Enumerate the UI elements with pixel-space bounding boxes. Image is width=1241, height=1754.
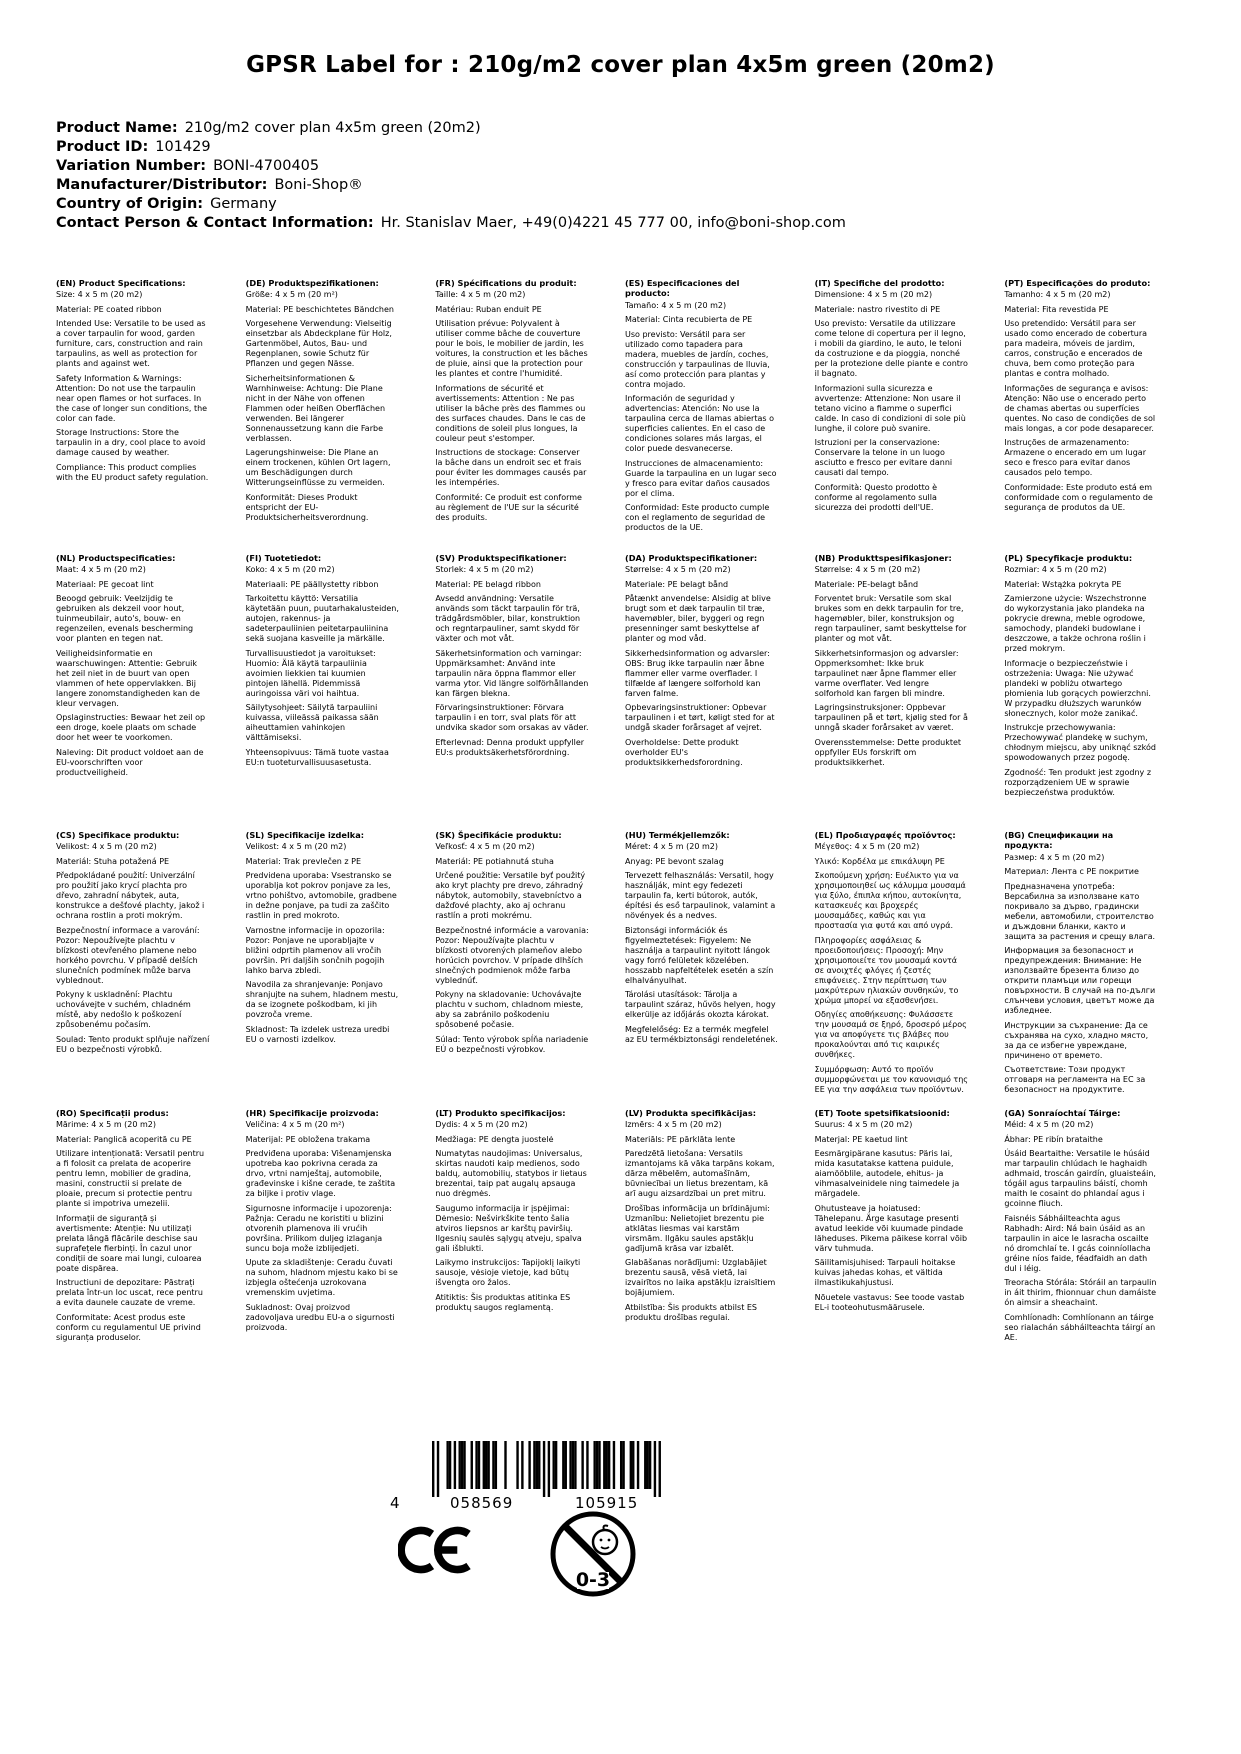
language-block-heading: (HU) Termékjellemzők: [625,830,730,840]
language-block-ro [56,1108,238,1347]
spec-paragraph: Treoracha Stórála: Stóráil an tarpaulin in áit thirim, fhionnuar chun damáiste ón aimsir a sheachaint. [1004,1278,1157,1308]
spec-paragraph: Numatytas naudojimas: Universalus, skirtas naudoti kaip medienos, sodo baldų, automobilių, statybos ir lietaus brezentai, taip pat augalų apsauga nuo drėgmės. [435,1149,587,1199]
language-block-heading: (HR) Specifikacije proizvoda: [245,1108,379,1118]
spec-paragraph: Glabāšanas norādījumi: Uzglabājiet brezentu sausā, vēsā vietā, lai izvairītos no laika apstākļu izraisītiem bojājumiem. [625,1258,776,1298]
spec-paragraph: Bezpečnostné informácie a varovania: Pozor: Nepoužívajte plachtu v blízkosti otvorených plameňov alebo horúcich povrchov. V prípade dlhších slnečných podmienok môže farba vyblednúť. [435,925,589,985]
spec-paragraph: Medžiaga: PE dengta juostelė [435,1134,554,1144]
spec-paragraph: Materjal: PE kaetud lint [814,1134,908,1144]
spec-paragraph: Materiale: nastro rivestito di PE [814,304,941,314]
spec-paragraph: Säilytysohjeet: Säilytä tarpauliini kuivassa, viileässä paikassa sään aiheuttamien vahinkojen välttämiseksi. [245,703,379,743]
spec-paragraph: Materiaal: PE gecoat lint [56,579,154,589]
spec-paragraph: Veiligheidsinformatie en waarschuwingen: Attentie: Gebruik het zeil niet in de buurt van open vlammen of hete oppervlakken. Bij langere zonomstandigheden kan de kleur vervagen. [56,648,200,708]
language-block-heading: (PL) Specyfikacje produktu: [1004,553,1133,563]
spec-paragraph: Material: Trak prevlečen z PE [245,856,362,866]
spec-paragraph: Uso pretendido: Versátil para ser usado como encerado de cobertura para madeira, móveis de jardim, carros, construção e encerados de chuva, bem como proteção para plantas e contra molhado. [1004,319,1148,379]
spec-paragraph: Σκοπούμενη χρήση: Ευέλικτο για να χρησιμοποιηθεί ως κάλυμμα μουσαμά για ξύλο, έπιπλα κήπου, αυτοκίνητα, κατασκευές και βροχερές μουσαμάδες, καθώς και για προστασία για φυτά και από υγρά. [814,871,966,931]
spec-paragraph: Paredzētā lietošana: Versatils izmantojams kā vāka tarpāns kokam, dārza mēbelēm, automašīnām, būvniecībai un lietus brezentam, kā arī augu aizsardzībai un pret mitru. [625,1149,775,1199]
spec-paragraph: Veľkosť: 4 x 5 m (20 m2) [435,842,535,852]
spec-paragraph: Förvaringsinstruktioner: Förvara tarpaulin i en torr, sval plats för att undvika skador som orsakas av väder. [435,703,589,733]
spec-paragraph: Размер: 4 x 5 m (20 m2) [1004,852,1105,862]
language-block-heading: (RO) Specificații produs: [56,1108,169,1118]
spec-paragraph: Konformität: Dieses Produkt entspricht der EU-Produktsicherheitsverordnung. [245,492,369,522]
language-block-de [246,278,428,527]
product-info-value: Boni-Shop® [274,177,363,193]
spec-paragraph: Instructiuni de depozitare: Păstrați prelata într-un loc uscat, rece pentru a evita daunele cauzate de vreme. [56,1278,203,1308]
product-info-value: 210g/m2 cover plan 4x5m green (20m2) [184,120,481,136]
spec-paragraph: Efterlevnad: Denna produkt uppfyller EU:s produktsäkerhetsförordning. [435,737,585,757]
language-block-en [56,278,238,487]
language-block-heading: (IT) Specifiche del prodotto: [814,278,945,288]
language-block-nl [56,553,238,782]
spec-paragraph: Größe: 4 x 5 m (20 m²) [245,290,338,300]
spec-paragraph: Laikymo instrukcijos: Tapijoklį laikyti sausoje, vėsioje vietoje, kad būtų išvengta oro žalos. [435,1258,581,1288]
spec-paragraph: Instrukcje przechowywania: Przechowywać plandekę w suchym, chłodnym miejscu, aby uniknąć szkód spowodowanych przez pogodę. [1004,723,1156,763]
language-block-it [815,278,997,517]
spec-paragraph: Materiāls: PE pārklāta lente [625,1134,736,1144]
spec-paragraph: Материал: Лента с PE покритие [1004,867,1139,876]
spec-paragraph: Safety Information & Warnings: Attention: Do not use the tarpaulin near open flames or hot surfaces. In the case of longer sun conditions, the color can fade. [56,373,208,423]
spec-paragraph: Uso previsto: Versátil para ser utilizado como tapadera para madera, muebles de jardín, coches, construcción y tarpaulinas de lluvia, así como protección para plantas y contra mojado. [625,329,770,389]
language-block-heading: (FR) Spécifications du produit: [435,278,577,288]
language-block-heading: (CS) Specifikace produktu: [56,830,180,840]
spec-paragraph: Koko: 4 x 5 m (20 m2) [245,565,335,575]
language-block-nb [815,553,997,772]
language-block-heading: (PT) Especificações do produto: [1004,278,1151,288]
spec-paragraph: Utilizare intenționată: Versatil pentru a fi folosit ca prelata de acoperire pentru lemn, mobilier de gradina, masini, constructii si prelate de ploaie, precum si protectie pentru plante si impotriva umezelii. [56,1149,205,1209]
product-info-row [56,157,1185,176]
language-block-heading: (DE) Produktspezifikationen: [245,278,379,288]
spec-paragraph: Υλικό: Κορδέλα με επικάλυψη PE [814,856,945,866]
spec-paragraph: Naleving: Dit product voldoet aan de EU-voorschriften voor productveiligheid. [56,747,204,777]
spec-paragraph: Atbilstība: Šis produkts atbilst ES produktu drošības regulai. [625,1302,758,1322]
spec-paragraph: Συμμόρφωση: Αυτό το προϊόν συμμορφώνεται με τον κανονισμό της ΕΕ για την ασφάλεια των προϊόντων. [814,1064,969,1094]
spec-paragraph: Rozmiar: 4 x 5 m (20 m2) [1004,565,1107,575]
spec-paragraph: Materiale: PE-belagt bånd [814,579,919,589]
spec-paragraph: Istruzioni per la conservazione: Conservare la telone in un luogo asciutto e fresco per evitare danni causati dal tempo. [814,438,953,478]
spec-paragraph: Säkerhetsinformation och varningar: Uppmärksamhet: Använd inte tarpaulin nära öppna flammor eller varma ytor. Vid längre solförhållanden kan färgen blekna. [435,648,589,698]
spec-paragraph: Informações de segurança e avisos: Atenção: Não use o encerado perto de chamas abertas ou superfícies quentes. No caso de condições de sol mais longas, a cor pode desaparecer. [1004,383,1156,433]
language-block-es [625,278,807,538]
language-block-hu [625,830,807,1049]
spec-paragraph: Nõuetele vastavus: See toode vastab EL-i tooteohutusmäärusele. [814,1292,965,1312]
spec-paragraph: Velikost: 4 x 5 m (20 m2) [245,842,347,852]
spec-paragraph: Instrucciones de almacenamiento: Guarde la tarpaulina en un lugar seco y fresco para evitar daños causados por el clima. [625,458,777,498]
spec-paragraph: Velikost: 4 x 5 m (20 m2) [56,842,157,852]
product-info-row [56,119,1185,138]
spec-paragraph: Yhteensopivuus: Tämä tuote vastaa EU:n tuoteturvallisuusasetusta. [245,747,389,767]
spec-paragraph: Μέγεθος: 4 x 5 m (20 m2) [814,842,920,852]
language-block-bg [1004,830,1186,1100]
language-block-heading: (LT) Produkto specifikacijos: [435,1108,566,1118]
spec-paragraph: Informații de siguranță și avertismente: Atenție: Nu utilizați prelata lângă flăcările deschise sau suprafețele fierbinți. În cazul unor condiții de soare mai lungi, culoarea poate dispărea. [56,1213,202,1273]
spec-paragraph: Opbevaringsinstruktioner: Opbevar tarpaulinen i et tørt, køligt sted for at undgå skader forårsaget af vejret. [625,703,775,733]
language-block-heading: (BG) Спецификации на продукта: [1004,830,1114,851]
spec-paragraph: Tamanho: 4 x 5 m (20 m2) [1004,290,1111,300]
spec-paragraph: Instruções de armazenamento: Armazene o encerado em um lugar seco e fresco para evitar danos causados pelo tempo. [1004,438,1146,478]
product-info-label: Country of Origin: [56,196,204,212]
spec-paragraph: Soulad: Tento produkt splňuje nařízení EU o bezpečnosti výrobků. [56,1034,210,1054]
spec-paragraph: Størrelse: 4 x 5 m (20 m2) [814,565,921,575]
spec-paragraph: Maat: 4 x 5 m (20 m2) [56,565,146,575]
spec-paragraph: Ohutusteave ja hoiatused: Tähelepanu. Ärge kasutage presenti avatud leekide või kuumade pindade läheduses. Pikema päikese korral võib värv tuhmuda. [814,1203,968,1253]
spec-paragraph: Avsedd användning: Versatile används som täckt tarpaulin för trä, trädgårdsmöbler, bilar, konstruktion och regntarpauliner, samt skydd för växter och mot våt. [435,594,581,644]
ce-mark-icon [398,1521,480,1579]
spec-paragraph: Méret: 4 x 5 m (20 m2) [625,842,718,852]
spec-paragraph: Overensstemmelse: Dette produktet oppfyller EUs forskrift om produktsikkerhet. [814,737,962,767]
spec-paragraph: Vorgesehene Verwendung: Vielseitig einsetzbar als Abdeckplane für Holz, Gartenmöbel, Autos, Bau- und Regenplanen, sowie Schutz für Pflanzen und gegen Nässe. [245,319,392,369]
language-block-heading: (FI) Tuotetiedot: [245,553,322,563]
spec-paragraph: Informations de sécurité et avertissements: Attention : Ne pas utiliser la bâche près des flammes ou des surfaces chaudes. Dans le cas de conditions de soleil plus longues, la couleur peut s'estomper. [435,383,586,443]
language-block-heading: (NB) Produkttspesifikasjoner: [814,553,952,563]
product-info [56,119,1185,233]
spec-paragraph: Eesmärgipärane kasutus: Päris lai, mida kasutatakse kattena puidule, aiamööblile, autodele, ehitus- ja vihmasalveinidele ning taimedele ja märgadele. [814,1149,960,1199]
spec-paragraph: Materiál: Stuha potažená PE [56,856,170,866]
spec-paragraph: Sikkerhedsinformation og advarsler: OBS: Brug ikke tarpaulin nær åbne flammer eller varme overflader. I tilfælde af længere solforhold kan farven falme. [625,648,770,698]
spec-paragraph: Materiale: PE belagt bånd [625,579,729,589]
spec-paragraph: Storage Instructions: Store the tarpaulin in a dry, cool place to avoid damage caused by weather. [56,428,206,458]
spec-paragraph: Size: 4 x 5 m (20 m2) [56,290,143,300]
spec-paragraph: Lagringsinstruksjoner: Oppbevar tarpaulinen på et tørt, kjølig sted for å unngå skader forårsaket av været. [814,703,968,733]
spec-paragraph: Overholdelse: Dette produkt overholder EU's produktsikkerhedsforordning. [625,737,743,767]
spec-paragraph: Materiał: Wstążka pokryta PE [1004,579,1122,589]
spec-paragraph: Atitiktis: Šis produktas atitinka ES produktų saugos reglamentą. [435,1292,571,1312]
language-block-pt [1004,278,1186,517]
age-warning-0-3-icon [548,1508,638,1600]
language-block-heading: (DA) Produktspecifikationer: [625,553,758,563]
language-block-sv [435,553,617,762]
language-block-sl [246,830,428,1049]
spec-paragraph: Forventet bruk: Versatile som skal brukes som en dekk tarpaulin for tre, hagemøbler, biler, konstruksjon og regn tarpauliner, samt beskyttelse for planter og mot våt. [814,594,967,644]
language-block-lv [625,1108,807,1327]
language-block-heading: (ET) Toote spetsifikatsioonid: [814,1108,950,1118]
spec-paragraph: Предназначена употреба: Версабилна за използване като покривало за дърво, градински мебели, автомобили, строителство и дъждовни бланки, както и защита за растения и срещу влага. [1004,881,1156,941]
spec-paragraph: Předpokládané použití: Univerzální pro použití jako krycí plachta pro dřevo, zahradní nábytek, auta, konstrukce a dešťové plachty, jakož i ochrana rostlin a proti mokrým. [56,871,205,921]
spec-paragraph: Navodila za shranjevanje: Ponjavo shranjujte na suhem, hladnem mestu, da se izognete poškodbam, ki jih povzroča vreme. [245,980,399,1020]
spec-paragraph: Informacje o bezpieczeństwie i ostrzeżenia: Uwaga: Nie używać plandeki w pobliżu otwartego płomienia lub gorących powierzchni. W przypadku dłuższych warunków słonecznych, kolor może zanikać. [1004,658,1151,718]
spec-paragraph: Matériau: Ruban enduit PE [435,304,542,314]
product-info-value: BONI-4700405 [213,158,320,174]
spec-paragraph: Compliance: This product complies with the EU product safety regulation. [56,462,209,482]
language-block-da [625,553,807,772]
spec-paragraph: Určené použitie: Versatile byť použitý ako kryt plachty pre drevo, záhradný nábytok, automobily, stavebníctvo a dažďové plachty, ako aj ochranu rastlín a proti mokrému. [435,871,586,921]
spec-paragraph: Materiál: PE potiahnutá stuha [435,856,554,866]
spec-paragraph: Material: PE beschichtetes Bändchen [245,304,394,314]
language-block-heading: (SK) Špecifikácie produktu: [435,830,562,840]
spec-paragraph: Intended Use: Versatile to be used as a cover tarpaulin for wood, garden furniture, cars, construction and rain tarpaulins, as well as protection for plants and against wet. [56,319,206,369]
spec-paragraph: Sigurnosne informacije i upozorenja: Pažnja: Ceradu ne koristiti u blizini otvorenih plamenova ili vrućih površina. Prilikom duljeg izlaganja suncu boja može izblijedjeti. [245,1203,392,1253]
spec-paragraph: Lagerungshinweise: Die Plane an einem trockenen, kühlen Ort lagern, um Beschädigungen durch Witterungseinflüsse zu vermeiden. [245,448,391,488]
spec-paragraph: Påtænkt anvendelse: Alsidig at blive brugt som et dæk tarpaulin til træ, havemøbler, biler, byggeri og regn presenninger samt beskyttelse af planter og mod våd. [625,594,771,644]
language-block-sk [435,830,617,1059]
spec-paragraph: Súlad: Tento výrobok spĺňa nariadenie EÚ o bezpečnosti výrobkov. [435,1034,589,1054]
language-block-et [815,1108,997,1317]
spec-paragraph: Conformité: Ce produit est conforme au règlement de l'UE sur la sécurité des produits. [435,492,582,522]
language-block-cs [56,830,238,1059]
spec-paragraph: Pokyny k uskladnění: Plachtu uchovávejte v suchém, chladném místě, aby nedošlo k poškození způsobenému počasím. [56,990,191,1030]
spec-paragraph: Izmērs: 4 x 5 m (20 m2) [625,1120,722,1130]
product-info-label: Product ID: [56,139,149,155]
language-block-fi [246,553,428,772]
language-block-fr [435,278,617,527]
spec-paragraph: Varnostne informacije in opozorila: Pozor: Ponjave ne uporabljajte v bližini odprtih plamenov ali vročih površin. Pri daljših sončnih pogojih lahko barva zbledi. [245,925,385,975]
ean13-barcode [432,1441,661,1502]
language-block-heading: (SV) Produktspecifikationer: [435,553,567,563]
product-info-value: 101429 [155,139,211,155]
spec-paragraph: Úsáid Beartaithe: Versatile le húsáid mar tarpaulin chlúdach le haghaidh adhmaid, troscán gairdín, gluaisteáin, tógáil agus tarpaulins báistí, chomh maith le cosaint do phlandaí agus i gcoinne fliuch. [1004,1149,1156,1209]
spec-paragraph: Информация за безопасност и предупреждения: Внимание: Не използвайте брезента близо до открити пламъци или горещи повърхности. В случай на по-дълги слънчеви условия, цветът може да избледнее. [1004,946,1156,1015]
product-info-row [56,214,1185,233]
spec-paragraph: Material: PE belagd ribbon [435,579,541,589]
language-specifications-grid [56,278,1186,1347]
spec-paragraph: Materijal: PE obložena trakama [245,1134,371,1144]
page-title: GPSR Label for : 210g/m2 cover plan 4x5m green (20m2) [246,52,995,78]
spec-paragraph: Utilisation prévue: Polyvalent à utiliser comme bâche de couverture pour le bois, le mobilier de jardin, les voitures, la construction et les bâches de pluie, ainsi que la protection pour les plantes et contre l'humidité. [435,319,588,379]
spec-paragraph: Información de seguridad y advertencias: Atención: No use la tarpaulina cerca de llamas abiertas o superficies calientes. En el caso de condiciones solares más largas, el color puede desvanecerse. [625,394,774,453]
spec-paragraph: Sicherheitsinformationen & Warnhinweise: Achtung: Die Plane nicht in der Nähe von offenen Flammen oder heißen Oberflächen verwenden. Bei längerer Sonnenaussetzung kann die Farbe verblassen. [245,373,386,443]
spec-paragraph: Materiaali: PE päällystetty ribbon [245,579,379,589]
barcode-digit-group: 4 [390,1494,401,1512]
spec-paragraph: Ábhar: PE ribín brataithe [1004,1134,1103,1144]
spec-paragraph: Conformità: Questo prodotto è conforme al regolamento sulla sicurezza dei prodotti dell'UE. [814,482,938,512]
spec-paragraph: Material: PE coated ribbon [56,304,162,314]
spec-paragraph: Drošības informācija un brīdinājumi: Uzmanību: Nelietojiet brezentu pie atklātas liesmas vai karstām virsmām. Ilgāku saules apstākļu gadījumā krāsa var izbalēt. [625,1203,770,1253]
spec-paragraph: Saugumo informacija ir įspėjimai: Dėmesio: Nešvirkškite tento šalia atviros liepsnos ar karštų paviršių. Ilgesnių saulės sąlygų atveju, spalva gali išblukti. [435,1203,582,1253]
spec-paragraph: Skladnost: Ta izdelek ustreza uredbi EU o varnosti izdelkov. [245,1024,390,1044]
product-info-label: Variation Number: [56,158,207,174]
spec-paragraph: Predvidena uporaba: Vsestransko se uporablja kot pokrov ponjave za les, vrtno pohištvo, avtomobile, gradbene in dežne ponjave, pa tudi za zaščito rastlin in pred mokroto. [245,871,397,921]
spec-paragraph: Material: Cinta recubierta de PE [625,315,753,324]
spec-paragraph: Zamierzone użycie: Wszechstronne do wykorzystania jako plandeka na pokrycie drewna, meble ogrodowe, samochody, plandeki budowlane i deszczowe, a także ochrona roślin i przed mokrym. [1004,594,1147,654]
product-info-label: Contact Person & Contact Information: [56,215,374,231]
language-block-hr [246,1108,428,1337]
age-warning-label: 0-3 [575,1569,611,1591]
spec-paragraph: Storlek: 4 x 5 m (20 m2) [435,565,534,575]
spec-paragraph: Uso previsto: Versatile da utilizzare come telone di copertura per il legno, i mobili da giardino, le auto, le teloni da costruzione e da pioggia, nonché per la protezione delle piante e contro il bagnato. [814,319,968,379]
spec-paragraph: Tarkoitettu käyttö: Versatilia käytetään puun, puutarhakalusteiden, autojen, rakennus- ja sadeterpauliinien peitetarpauliinina sekä suojana kasveille ja märkälle. [245,594,399,644]
barcode-bars [432,1441,661,1498]
spec-paragraph: Taille: 4 x 5 m (20 m2) [435,290,526,300]
product-info-label: Product Name: [56,120,178,136]
spec-paragraph: Suurus: 4 x 5 m (20 m2) [814,1120,913,1130]
language-block-lt [435,1108,617,1317]
language-block-heading: (GA) Sonraíochtaí Táirge: [1004,1108,1121,1118]
spec-paragraph: Informazioni sulla sicurezza e avvertenze: Attenzione: Non usare il tetano vicino a fiamme o superfici calde. In caso di condizioni di sole più lunghe, il colore può svanire. [814,383,966,433]
spec-paragraph: Material: Fita revestida PE [1004,304,1109,314]
spec-paragraph: Megfelelőség: Ez a termék megfelel az EU termékbiztonsági rendeletének. [625,1024,778,1044]
spec-paragraph: Instructions de stockage: Conserver la bâche dans un endroit sec et frais pour éviter les dommages causés par les intempéries. [435,448,587,488]
language-block-heading: (LV) Produkta specifikācijas: [625,1108,756,1118]
spec-paragraph: Anyag: PE bevont szalag [625,856,724,866]
product-info-value: Germany [210,196,277,212]
spec-paragraph: Beoogd gebruik: Veelzijdig te gebruiken als dekzeil voor hout, tuinmeubilair, auto's, bouw- en regenzeilen, evenals bescherming voor planten en tegen nat. [56,594,194,644]
spec-paragraph: Säilitamisjuhised: Tarpauli hoitakse kuivas jahedas kohas, et vältida ilmastikukahjustusi. [814,1258,956,1288]
spec-paragraph: Turvallisuustiedot ja varoitukset: Huomio: Älä käytä tarpauliinia avoimien liekkien tai kuumien pintojen lähellä. Pidemmissä auringoissa väri voi haihtua. [245,648,376,698]
spec-paragraph: Bezpečnostní informace a varování: Pozor: Nepoužívejte plachtu v blízkosti otevřeného plamene nebo horkého povrchu. V případě delších slunečních podmínek může barva vyblednout. [56,925,200,985]
spec-paragraph: Tervezett felhasználás: Versatil, hogy használják, mint egy fedezeti tarpaulin fa, kerti bútorok, autók, építési és eső tarpaulinok, valamint a növények és a nedves. [625,871,776,921]
spec-paragraph: Faisnéis Sábháilteachta agus Rabhadh: Aird: Ná bain úsáid as an tarpaulin in aice le lasracha oscailte nó dromchlaí te. I gcás coinníollacha gréine níos faide, féadfaidh an dath dul i léig. [1004,1213,1151,1273]
language-block-heading: (EL) Προδιαγραφές προϊόντος: [814,830,956,840]
language-block-el [815,830,997,1099]
spec-paragraph: Zgodność: Ten produkt jest zgodny z rozporządzeniem UE w sprawie bezpieczeństwa produktów. [1004,767,1152,797]
spec-paragraph: Predviđena uporaba: Višenamjenska upotreba kao pokrivna cerada za drvo, vrtni namještaj, automobile, građevinske i kišne cerade, te zaštita za biljke i protiv vlage. [245,1149,396,1199]
language-block-pl [1004,553,1186,802]
language-block-ga [1004,1108,1186,1347]
spec-paragraph: Tamaño: 4 x 5 m (20 m2) [625,300,727,310]
product-info-row [56,176,1185,195]
spec-paragraph: Dimensione: 4 x 5 m (20 m2) [814,290,933,300]
spec-paragraph: Material: Panglică acoperită cu PE [56,1134,192,1144]
spec-paragraph: Upute za skladištenje: Ceradu čuvati na suhom, hladnom mjestu kako bi se izbjegla oštećenja uzrokovana vremenskim uvjetima. [245,1258,398,1298]
spec-paragraph: Съответствие: Този продукт отговаря на регламента на ЕС за безопасност на продуктите. [1004,1065,1146,1094]
barcode-digit-group: 105915 [575,1494,639,1512]
spec-paragraph: Tárolási utasítások: Tárolja a tarpaulint száraz, hűvös helyen, hogy elkerülje az időjárás okozta károkat. [625,990,776,1020]
language-block-heading: (NL) Productspecificaties: [56,553,176,563]
language-block-heading: (ES) Especificaciones del producto: [625,278,740,299]
spec-paragraph: Comhlíonadh: Comhlíonann an táirge seo rialachán sábháilteachta táirgí an AE. [1004,1312,1156,1342]
language-block-heading: (SL) Specifikacije izdelka: [245,830,365,840]
spec-paragraph: Dydis: 4 x 5 m (20 m2) [435,1120,528,1130]
spec-paragraph: Инструкции за съхранение: Да се съхранява на сухо, хладно място, за да се избегне увреждане, причинено от времето. [1004,1020,1149,1060]
spec-paragraph: Opslaginstructies: Bewaar het zeil op een droge, koele plaats om schade door het weer te voorkomen. [56,713,206,743]
spec-paragraph: Conformitate: Acest produs este conform cu regulamentul UE privind siguranța produselor. [56,1312,201,1342]
product-info-row [56,138,1185,157]
spec-paragraph: Οδηγίες αποθήκευσης: Φυλάσσετε την μουσαμά σε ξηρό, δροσερό μέρος για να αποφύγετε τις βλάβες που προκαλούνται από τις καιρικές συνθήκες. [814,1010,967,1060]
spec-paragraph: Pokyny na skladovanie: Uchovávajte plachtu v suchom, chladnom mieste, aby sa zabránilo poškodeniu spôsobené počasie. [435,990,584,1030]
spec-paragraph: Biztonsági információk és figyelmeztetések: Figyelem: Ne használja a tarpaulint nyitott lángok vagy forró felületek közelében. hosszabb napfeltételek esetén a szín elhalványulhat. [625,925,774,985]
spec-paragraph: Mărime: 4 x 5 m (20 m2) [56,1120,156,1130]
product-info-value: Hr. Stanislav Maer, +49(0)4221 45 777 00, info@boni-shop.com [380,215,846,231]
spec-paragraph: Sikkerhetsinformasjon og advarsler: Oppmerksomhet: Ikke bruk tarpaulinet nær åpne flammer eller varme overflater. Ved lengre solforhold kan fargen bli mindre. [814,648,959,698]
spec-paragraph: Méid: 4 x 5 m (20 m2) [1004,1120,1094,1130]
spec-paragraph: Størrelse: 4 x 5 m (20 m2) [625,565,731,575]
spec-paragraph: Veličina: 4 x 5 m (20 m²) [245,1120,345,1130]
spec-paragraph: Πληροφορίες ασφάλειας & προειδοποιήσεις: Προσοχή: Μην χρησιμοποιείτε τον μουσαμά κοντά σε ανοιχτές φλόγες ή ζεστές επιφάνειες. Στην περίπτωση των μακρύτερων ηλιακών συνθηκών, το χρώμα μπορεί να εξασθενήσει. [814,935,959,1005]
product-info-label: Manufacturer/Distributor: [56,177,268,193]
spec-paragraph: Conformidade: Este produto está em conformidade com o regulamento de segurança de produtos da UE. [1004,482,1153,512]
spec-paragraph: Sukladnost: Ovaj proizvod zadovoljava uredbu EU-a o sigurnosti proizvoda. [245,1302,395,1332]
product-info-row [56,195,1185,214]
barcode-digit-group: 058569 [450,1494,514,1512]
language-block-heading: (EN) Product Specifications: [56,278,186,288]
spec-paragraph: Conformidad: Este producto cumple con el reglamento de seguridad de productos de la UE. [625,503,770,532]
